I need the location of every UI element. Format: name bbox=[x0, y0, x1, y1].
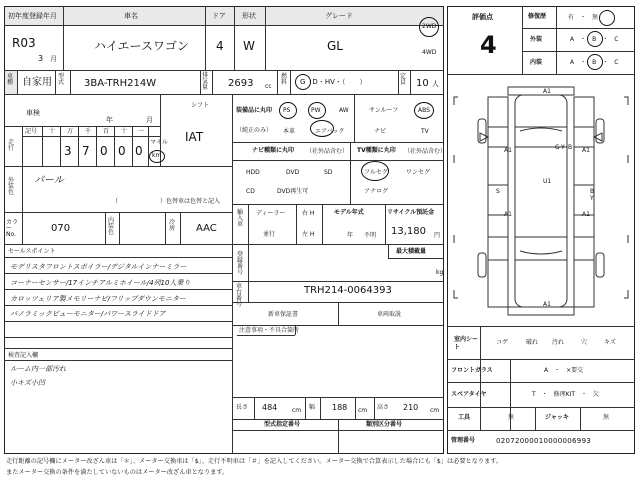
footer-note-1: 走行距離の記号欄にメーター改ざん車は「＊」、メーター交換車は「$」、走行不明車は「＃」を記入してください。メーター交換で合算表示した場合にも「$」は必要となります。 bbox=[6, 458, 503, 465]
height-unit: cm bbox=[430, 407, 440, 414]
mileage-digit-3: 0 bbox=[100, 144, 108, 158]
length-unit: cm bbox=[292, 407, 302, 414]
first-reg-year: R03 bbox=[12, 36, 36, 50]
tools-value: 無 bbox=[508, 414, 515, 421]
drive-2wd: 2WD bbox=[422, 23, 437, 30]
equipment-ps: PS bbox=[283, 107, 291, 114]
navi-sd: SD bbox=[324, 169, 333, 176]
mileage-digit-2: 7 bbox=[82, 144, 90, 158]
mileage-digit-4: 0 bbox=[118, 144, 126, 158]
mileage-unit-5: 十 bbox=[121, 128, 128, 135]
shape-value: W bbox=[243, 39, 255, 53]
vehicle-manual: 車両取説 bbox=[377, 311, 402, 318]
tv-fullseg: フルセグ bbox=[364, 169, 388, 176]
mileage-unit-4: 百 bbox=[103, 128, 110, 135]
damage-mark-9: Y bbox=[561, 144, 565, 151]
seat-label: 室内シート bbox=[454, 336, 479, 351]
import-right-hand: 右 H bbox=[302, 210, 315, 217]
equipment-sunroof: サンルーフ bbox=[369, 107, 399, 114]
import-dealer: ディーラー bbox=[256, 210, 286, 217]
mileage-unit-1: 十 bbox=[49, 128, 56, 135]
repair-history-label: 修復歴 bbox=[528, 13, 547, 20]
color-change-note: （ ）色替車は色替と記入 bbox=[112, 198, 221, 205]
tv-type-sublabel: （社外品含む） bbox=[404, 148, 447, 155]
door-label: ドア bbox=[212, 12, 226, 20]
mileage-label: 走行 bbox=[8, 139, 15, 152]
grade-label: グレード bbox=[325, 12, 353, 20]
damage-mark-12: B bbox=[590, 188, 595, 195]
equipment-pw: PW bbox=[311, 107, 321, 114]
damage-mark-4: U1 bbox=[543, 178, 552, 185]
tools-label: 工具 bbox=[458, 414, 471, 421]
length-value: 484 bbox=[262, 403, 278, 412]
ac-label: 冷房 bbox=[169, 219, 176, 232]
ac-value: AAC bbox=[196, 223, 217, 234]
first-reg-month: 3 bbox=[38, 54, 44, 63]
exterior-color-label: 外装色 bbox=[8, 177, 15, 196]
category-value: 自家用 bbox=[22, 77, 52, 88]
seat-option-4: 穴 bbox=[581, 339, 588, 346]
damage-mark-6: A1 bbox=[582, 211, 590, 218]
exterior-color-value: パール bbox=[34, 175, 64, 186]
model-name-label: 車名 bbox=[124, 12, 138, 20]
height-value: 210 bbox=[403, 403, 419, 412]
tv-analog: アナログ bbox=[364, 188, 389, 195]
max-load-unit: kg bbox=[436, 269, 444, 276]
exterior-grade-label: 外装 bbox=[530, 36, 543, 43]
damage-mark-10: B bbox=[568, 144, 573, 151]
import-left-hand: 左 H bbox=[302, 231, 315, 238]
displacement-unit: cc bbox=[265, 83, 272, 90]
door-count: 4 bbox=[216, 39, 224, 53]
equipment-navi: ナビ bbox=[374, 128, 387, 135]
score-value: 4 bbox=[480, 31, 497, 59]
tv-type-label: TV種類に丸印 bbox=[357, 147, 396, 154]
vehicle-damage-diagram bbox=[448, 75, 634, 325]
new-car-warranty: 新車保証書 bbox=[268, 311, 299, 318]
first-reg-label: 初年度登録年月 bbox=[8, 12, 57, 20]
recycle-value: 13,180 bbox=[391, 226, 426, 237]
score-label: 評価点 bbox=[472, 13, 493, 21]
mileage-km-label: km bbox=[152, 152, 162, 159]
equipment-label: 装備品に丸印 bbox=[236, 107, 273, 114]
equipment-tv: TV bbox=[421, 128, 429, 135]
mileage-unit-2: 万 bbox=[67, 128, 74, 135]
footer-note-2: またメーター交換の条件を満たしていないものはメーター改ざん車となります。 bbox=[6, 469, 229, 476]
model-year-label: モデル年式 bbox=[334, 209, 364, 216]
interior-grade-options: A ・ B ・ C bbox=[570, 59, 619, 66]
jack-value: 無 bbox=[603, 414, 610, 421]
length-label: 長さ bbox=[236, 404, 249, 411]
damage-mark-1: A1 bbox=[543, 88, 551, 95]
width-unit: cm bbox=[358, 407, 368, 414]
capacity-unit: 人 bbox=[432, 80, 439, 88]
reg-number-label: 登録番号 bbox=[237, 251, 244, 276]
category-label: 車種 bbox=[7, 73, 14, 86]
type-designation-label: 型式指定番号 bbox=[264, 421, 301, 428]
vin-value: TRH214-0064393 bbox=[304, 285, 392, 296]
shape-label: 形状 bbox=[242, 12, 256, 20]
max-load-label: 最大積載量 bbox=[396, 248, 427, 255]
fuel-options: G D・HV・（ ） bbox=[300, 78, 367, 86]
seat-option-1: コゲ bbox=[496, 339, 509, 346]
inspector-note-1: ルーム内一部汚れ bbox=[10, 365, 66, 373]
equipment-aw: AW bbox=[339, 107, 349, 114]
mileage-unit-3: 千 bbox=[85, 128, 92, 135]
displacement-label: 排気量 bbox=[202, 72, 209, 91]
mileage-digit-5: 0 bbox=[135, 144, 143, 158]
width-label: 幅 bbox=[309, 404, 316, 411]
equipment-airbag: エアバック bbox=[315, 128, 345, 135]
mileage-mile-label: マイル bbox=[150, 139, 168, 146]
repair-history-options: 有 ・ 無 bbox=[568, 14, 599, 21]
jack-label: ジャッキ bbox=[545, 414, 569, 421]
color-no-value: 070 bbox=[51, 223, 71, 234]
windshield-label: フロントガラス bbox=[451, 367, 493, 374]
seat-option-2: 破れ bbox=[526, 339, 539, 346]
inspection-year-unit: 年 bbox=[106, 116, 113, 124]
fuel-label: 燃料 bbox=[281, 73, 288, 86]
displacement-value: 2693 bbox=[228, 78, 254, 89]
sales-point-1: モデリスタフロントスポイラー/デジタルインナーミラー bbox=[10, 263, 187, 271]
inspector-note-2: 小キズ小凹 bbox=[10, 379, 45, 387]
shift-value: IAT bbox=[185, 130, 204, 144]
management-number-label: 管理番号 bbox=[451, 437, 476, 444]
damage-mark-13: Y bbox=[590, 195, 594, 202]
width-value: 188 bbox=[332, 403, 348, 412]
category-class-label: 類別区分番号 bbox=[366, 421, 403, 428]
first-reg-month-unit: 月 bbox=[50, 55, 57, 63]
sales-points-label: セールスポイント bbox=[8, 248, 56, 255]
mileage-unit-6: 一 bbox=[138, 128, 145, 135]
notes-label: 注意事項・不具合箇所 bbox=[239, 327, 300, 334]
damage-mark-8: G bbox=[555, 144, 560, 151]
recycle-label: リサイクル預託金 bbox=[387, 209, 435, 216]
navi-dvd-playback: DVD再生可 bbox=[277, 188, 309, 195]
drive-4wd: 4WD bbox=[422, 49, 437, 56]
inspector-notes-label: 検査記入欄 bbox=[8, 352, 39, 359]
capacity-value: 10 bbox=[416, 78, 429, 89]
seat-option-3: 汚れ bbox=[552, 339, 565, 346]
navi-cd: CD bbox=[246, 188, 255, 195]
grade-value: GL bbox=[327, 39, 343, 53]
model-year-value: 不明 bbox=[364, 232, 377, 239]
repair-none-circle bbox=[599, 10, 615, 26]
mileage-code-label: 記号 bbox=[25, 128, 38, 135]
interior-grade-label: 内装 bbox=[530, 59, 543, 66]
tv-oneseg: ワンセグ bbox=[406, 169, 431, 176]
seat-option-5: キズ bbox=[604, 339, 616, 346]
windshield-options: A ・ ×要交 bbox=[544, 367, 584, 374]
sales-point-3: カロッツェリア製メモリーナビ/フリップダウンモニター bbox=[10, 295, 186, 303]
damage-mark-7: A1 bbox=[543, 301, 551, 308]
inspection-label: 車検 bbox=[26, 109, 40, 117]
import-parallel: 並行 bbox=[263, 231, 276, 238]
model-type-label: 型式 bbox=[58, 73, 65, 86]
capacity-label: 定員 bbox=[400, 73, 407, 86]
model-name: ハイエースワゴン bbox=[94, 39, 189, 53]
damage-mark-2: A1 bbox=[504, 147, 512, 154]
navi-type-label: ナビ種類に丸印 bbox=[252, 147, 295, 154]
exterior-grade-options: A ・ B ・ C bbox=[570, 36, 619, 43]
inspection-month-unit: 月 bbox=[146, 116, 153, 124]
spare-tire-options: T ・ 修理KIT ・ 欠 bbox=[532, 391, 600, 398]
mileage-digit-1: 3 bbox=[64, 144, 72, 158]
damage-mark-11: S bbox=[496, 188, 500, 195]
interior-color-label: 内装色 bbox=[108, 217, 115, 236]
navi-type-sublabel: （社外品含む） bbox=[306, 148, 349, 155]
management-number-value: 02072000010000006993 bbox=[496, 437, 592, 445]
navi-hdd: HDD bbox=[246, 169, 260, 176]
recycle-unit: 円 bbox=[434, 232, 441, 239]
spare-tire-label: スペアタイヤ bbox=[451, 391, 487, 398]
equipment-abs: ABS bbox=[418, 107, 430, 114]
damage-mark-5: A1 bbox=[504, 211, 512, 218]
model-year-unit: 年 bbox=[347, 232, 354, 239]
color-no-label: カラーNo. bbox=[6, 219, 19, 238]
navi-dvd: DVD bbox=[286, 169, 300, 176]
shift-label: シフト bbox=[191, 102, 210, 109]
sales-point-4: パノラミックビューモニター/パワースライドドア bbox=[10, 310, 166, 318]
equipment-leather: 本革 bbox=[283, 128, 296, 135]
model-code: 3BA-TRH214W bbox=[84, 78, 157, 89]
height-label: 高さ bbox=[377, 404, 390, 411]
damage-mark-3: A1 bbox=[582, 147, 590, 154]
equipment-sublabel: （純正のみ） bbox=[236, 127, 273, 134]
import-label: 輸入車 bbox=[237, 209, 244, 228]
sales-point-2: コーナーセンサー/17インチアルミホイール/4列10人乗り bbox=[10, 279, 191, 287]
vin-label: 車台番号 bbox=[236, 283, 243, 308]
